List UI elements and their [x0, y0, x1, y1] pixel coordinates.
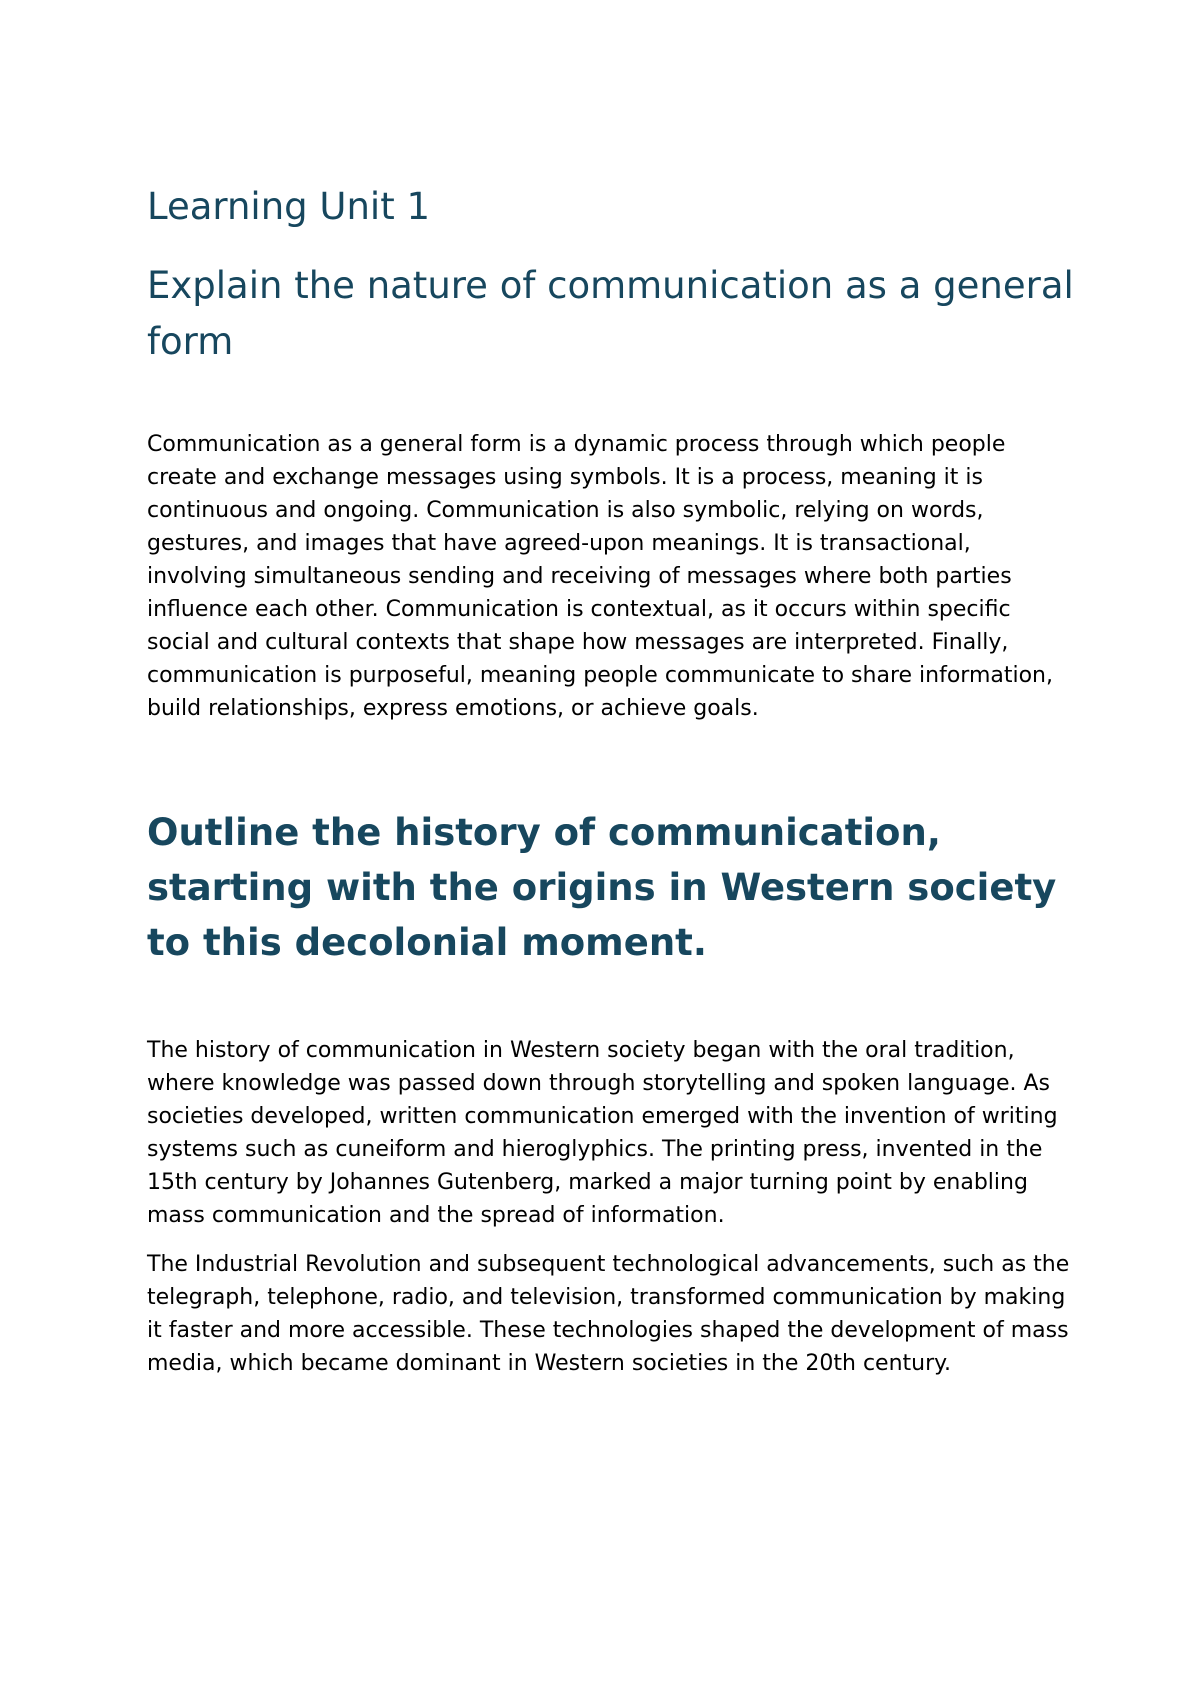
section-1-paragraph: Communication as a general form is a dynamic process through which people create and exchange messages using symbols. It is a process, meaning it is continuous and ongoing. Communication is also symbolic, relying on words, gestures, and images that have agreed-upon meanings. It is transactional, involving simultaneous sending and receiving of messages where both parties influence each other. Communication is contextual, as it occurs within specific social and cultural contexts that shape how messages are interpreted. Finally, communication is purposeful, meaning people communicate to share information, build relationships, express emotions, or achieve goals.	[147, 432, 1053, 721]
section-2-paragraph-1: The history of communication in Western society began with the oral tradition, where knowledge was passed down through storytelling and spoken language. As societies developed, written communication emerged with the invention of writing systems such as cuneiform and hieroglyphics. The printing press, invented in the 15th century by Johannes Gutenberg, marked a major turning point by enabling mass communication and the spread of information.	[147, 1038, 1058, 1228]
section-1-heading: Explain the nature of communication as a general form	[147, 264, 1074, 363]
unit-title: Learning Unit 1	[147, 185, 431, 228]
section-2-heading: Outline the history of communication, starting with the origins in Western society to this decolonial moment.	[147, 811, 1057, 964]
section-2-paragraph-2: The Industrial Revolution and subsequent technological advancements, such as the telegraph, telephone, radio, and television, transformed communication by making it faster and more accessible. These technologies shaped the development of mass media, which became dominant in Western societies in the 20th century.	[147, 1252, 1070, 1376]
document-content	[147, 182, 1077, 1380]
